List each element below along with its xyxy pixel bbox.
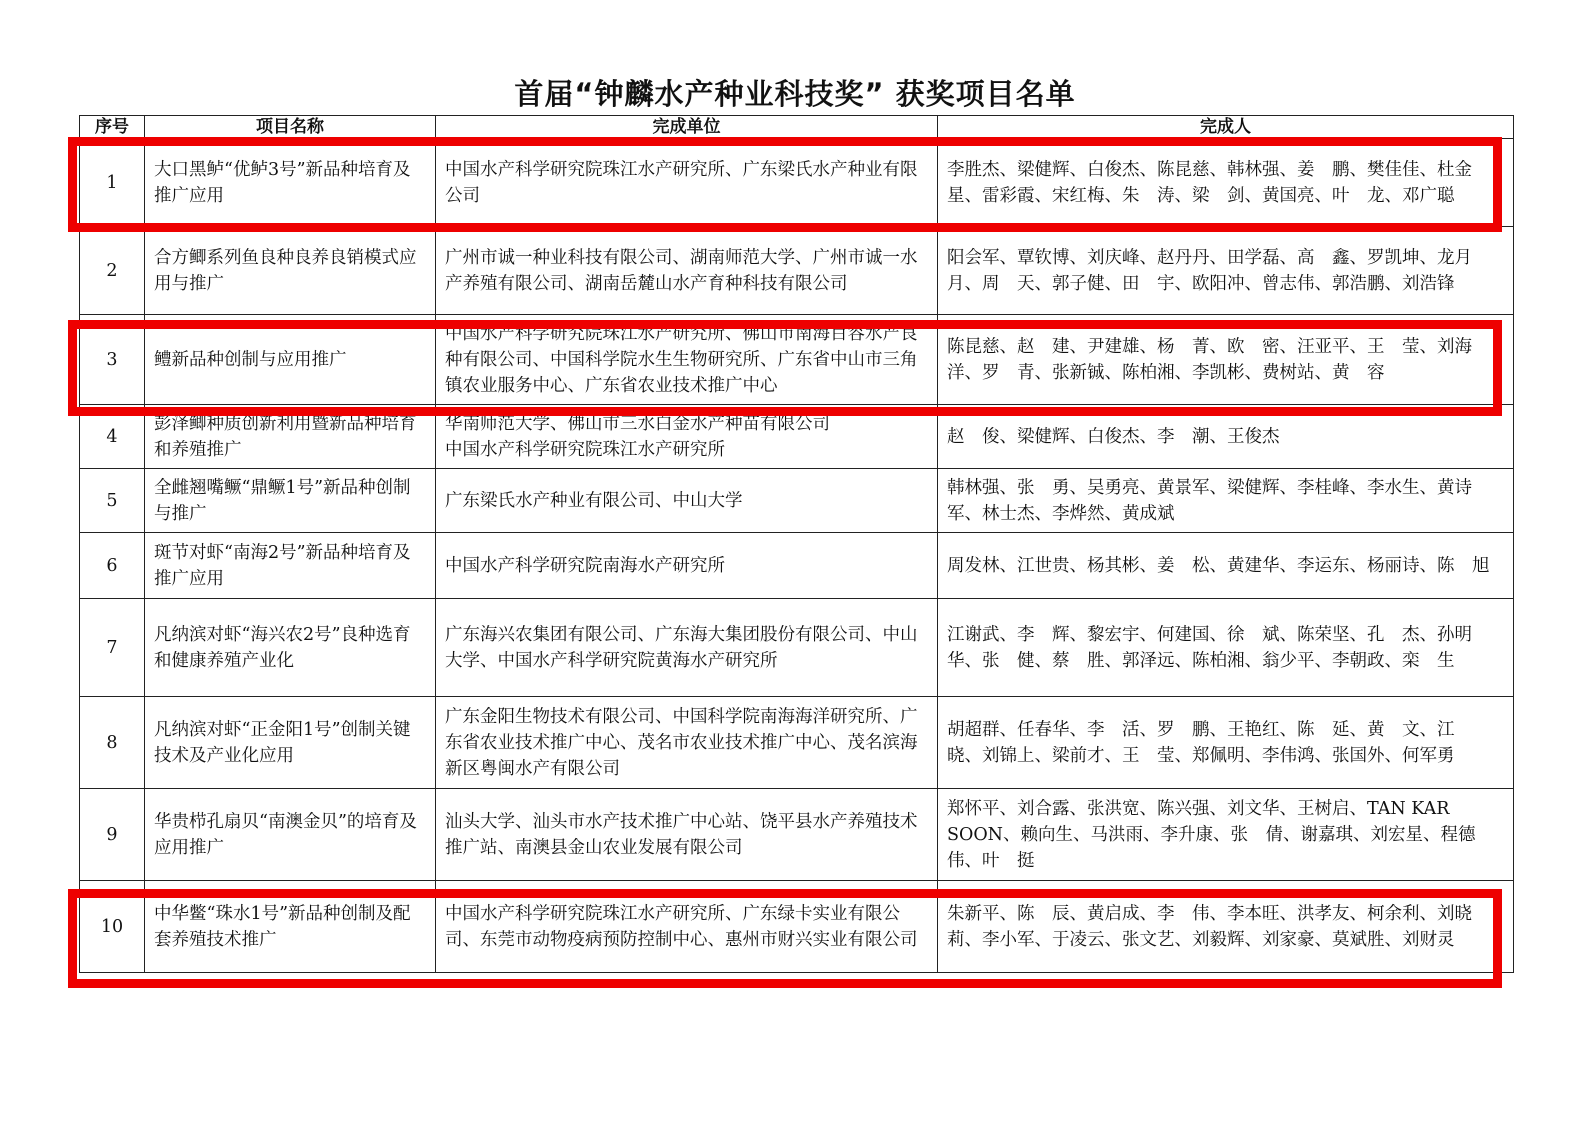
project-name: 合方鲫系列鱼良种良养良销模式应用与推广 <box>145 227 436 315</box>
completion-units: 广东金阳生物技术有限公司、中国科学院南海海洋研究所、广东省农业技术推广中心、茂名市农业技术推广中心、茂名滨海新区粤闽水产有限公司 <box>436 697 938 789</box>
project-name: 鳢新品种创制与应用推广 <box>145 315 436 405</box>
row-number: 7 <box>80 599 145 697</box>
row-number: 1 <box>80 139 145 227</box>
row-number: 10 <box>80 881 145 973</box>
completers: 赵 俊、梁健辉、白俊杰、李 潮、王俊杰 <box>938 405 1514 469</box>
project-name: 彭泽鲫种质创新利用暨新品种培育和养殖推广 <box>145 405 436 469</box>
completers: 江谢武、李 辉、黎宏宇、何建国、徐 斌、陈荣坚、孔 杰、孙明华、张 健、蔡 胜、郭泽远、陈柏湘、翁少平、李朝政、栾 生 <box>938 599 1514 697</box>
table-row <box>80 469 1514 533</box>
completers: 周发林、江世贵、杨其彬、姜 松、黄建华、李运东、杨丽诗、陈 旭 <box>938 533 1514 599</box>
table-header-row <box>80 116 1514 139</box>
table-row <box>80 697 1514 789</box>
completion-units: 华南师范大学、佛山市三水白金水产种苗有限公司 中国水产科学研究院珠江水产研究所 <box>436 405 938 469</box>
row-number: 3 <box>80 315 145 405</box>
row-number: 4 <box>80 405 145 469</box>
completers: 李胜杰、梁健辉、白俊杰、陈昆慈、韩林强、姜 鹏、樊佳佳、杜金星、雷彩霞、宋红梅、朱 涛、梁 剑、黄国亮、叶 龙、邓广聪 <box>938 139 1514 227</box>
completion-units: 中国水产科学研究院南海水产研究所 <box>436 533 938 599</box>
row-number: 5 <box>80 469 145 533</box>
table-row <box>80 881 1514 973</box>
completion-units: 广东梁氏水产种业有限公司、中山大学 <box>436 469 938 533</box>
awards-table <box>79 115 1514 973</box>
project-name: 凡纳滨对虾“海兴农2号”良种选育和健康养殖产业化 <box>145 599 436 697</box>
project-name: 大口黑鲈“优鲈3号”新品种培育及推广应用 <box>145 139 436 227</box>
completers: 阳会军、覃钦博、刘庆峰、赵丹丹、田学磊、高 鑫、罗凯坤、龙月月、周 天、郭子健、田 宇、欧阳冲、曾志伟、郭浩鹏、刘浩锋 <box>938 227 1514 315</box>
page-title: 首届“钟麟水产种业科技奖” 获奖项目名单 <box>514 77 1076 111</box>
table-row <box>80 315 1514 405</box>
table-row <box>80 227 1514 315</box>
project-name: 全雌翘嘴鳜“鼎鳜1号”新品种创制与推广 <box>145 469 436 533</box>
row-number: 8 <box>80 697 145 789</box>
completers: 陈昆慈、赵 建、尹建雄、杨 菁、欧 密、汪亚平、王 莹、刘海洋、罗 青、张新铖、陈柏湘、李凯彬、费树站、黄 容 <box>938 315 1514 405</box>
completion-units: 汕头大学、汕头市水产技术推广中心站、饶平县水产养殖技术推广站、南澳县金山农业发展有限公司 <box>436 789 938 881</box>
project-name: 凡纳滨对虾“正金阳1号”创制关键技术及产业化应用 <box>145 697 436 789</box>
table-row <box>80 533 1514 599</box>
header-units: 完成单位 <box>436 116 938 139</box>
row-number: 9 <box>80 789 145 881</box>
table-row <box>80 139 1514 227</box>
header-project: 项目名称 <box>145 116 436 139</box>
completers: 胡超群、任春华、李 活、罗 鹏、王艳红、陈 延、黄 文、江 晓、刘锦上、梁前才、王 莹、郑佩明、李伟鸿、张国外、何军勇 <box>938 697 1514 789</box>
header-serial: 序号 <box>80 116 145 139</box>
completers: 朱新平、陈 辰、黄启成、李 伟、李本旺、洪孝友、柯余利、刘晓莉、李小军、于凌云、张文艺、刘毅辉、刘家豪、莫斌胜、刘财灵 <box>938 881 1514 973</box>
table-row <box>80 405 1514 469</box>
completion-units: 广东海兴农集团有限公司、广东海大集团股份有限公司、中山大学、中国水产科学研究院黄海水产研究所 <box>436 599 938 697</box>
completion-units: 广州市诚一种业科技有限公司、湖南师范大学、广州市诚一水产养殖有限公司、湖南岳麓山水产育种科技有限公司 <box>436 227 938 315</box>
completion-units: 中国水产科学研究院珠江水产研究所、广东绿卡实业有限公司、东莞市动物疫病预防控制中心、惠州市财兴实业有限公司 <box>436 881 938 973</box>
project-name: 华贵栉孔扇贝“南澳金贝”的培育及应用推广 <box>145 789 436 881</box>
row-number: 6 <box>80 533 145 599</box>
completion-units: 中国水产科学研究院珠江水产研究所、佛山市南海百容水产良种有限公司、中国科学院水生生物研究所、广东省中山市三角镇农业服务中心、广东省农业技术推广中心 <box>436 315 938 405</box>
completers: 郑怀平、刘合露、张洪宽、陈兴强、刘文华、王树启、TAN KAR SOON、赖向生、马洪雨、李升康、张 倩、谢嘉琪、刘宏星、程德伟、叶 挺 <box>938 789 1514 881</box>
table-row <box>80 789 1514 881</box>
header-people: 完成人 <box>938 116 1514 139</box>
project-name: 斑节对虾“南海2号”新品种培育及推广应用 <box>145 533 436 599</box>
completers: 韩林强、张 勇、吴勇亮、黄景军、梁健辉、李桂峰、李水生、黄诗军、林士杰、李烨然、黄成斌 <box>938 469 1514 533</box>
table-row <box>80 599 1514 697</box>
project-name: 中华鳖“珠水1号”新品种创制及配套养殖技术推广 <box>145 881 436 973</box>
completion-units: 中国水产科学研究院珠江水产研究所、广东梁氏水产种业有限公司 <box>436 139 938 227</box>
row-number: 2 <box>80 227 145 315</box>
